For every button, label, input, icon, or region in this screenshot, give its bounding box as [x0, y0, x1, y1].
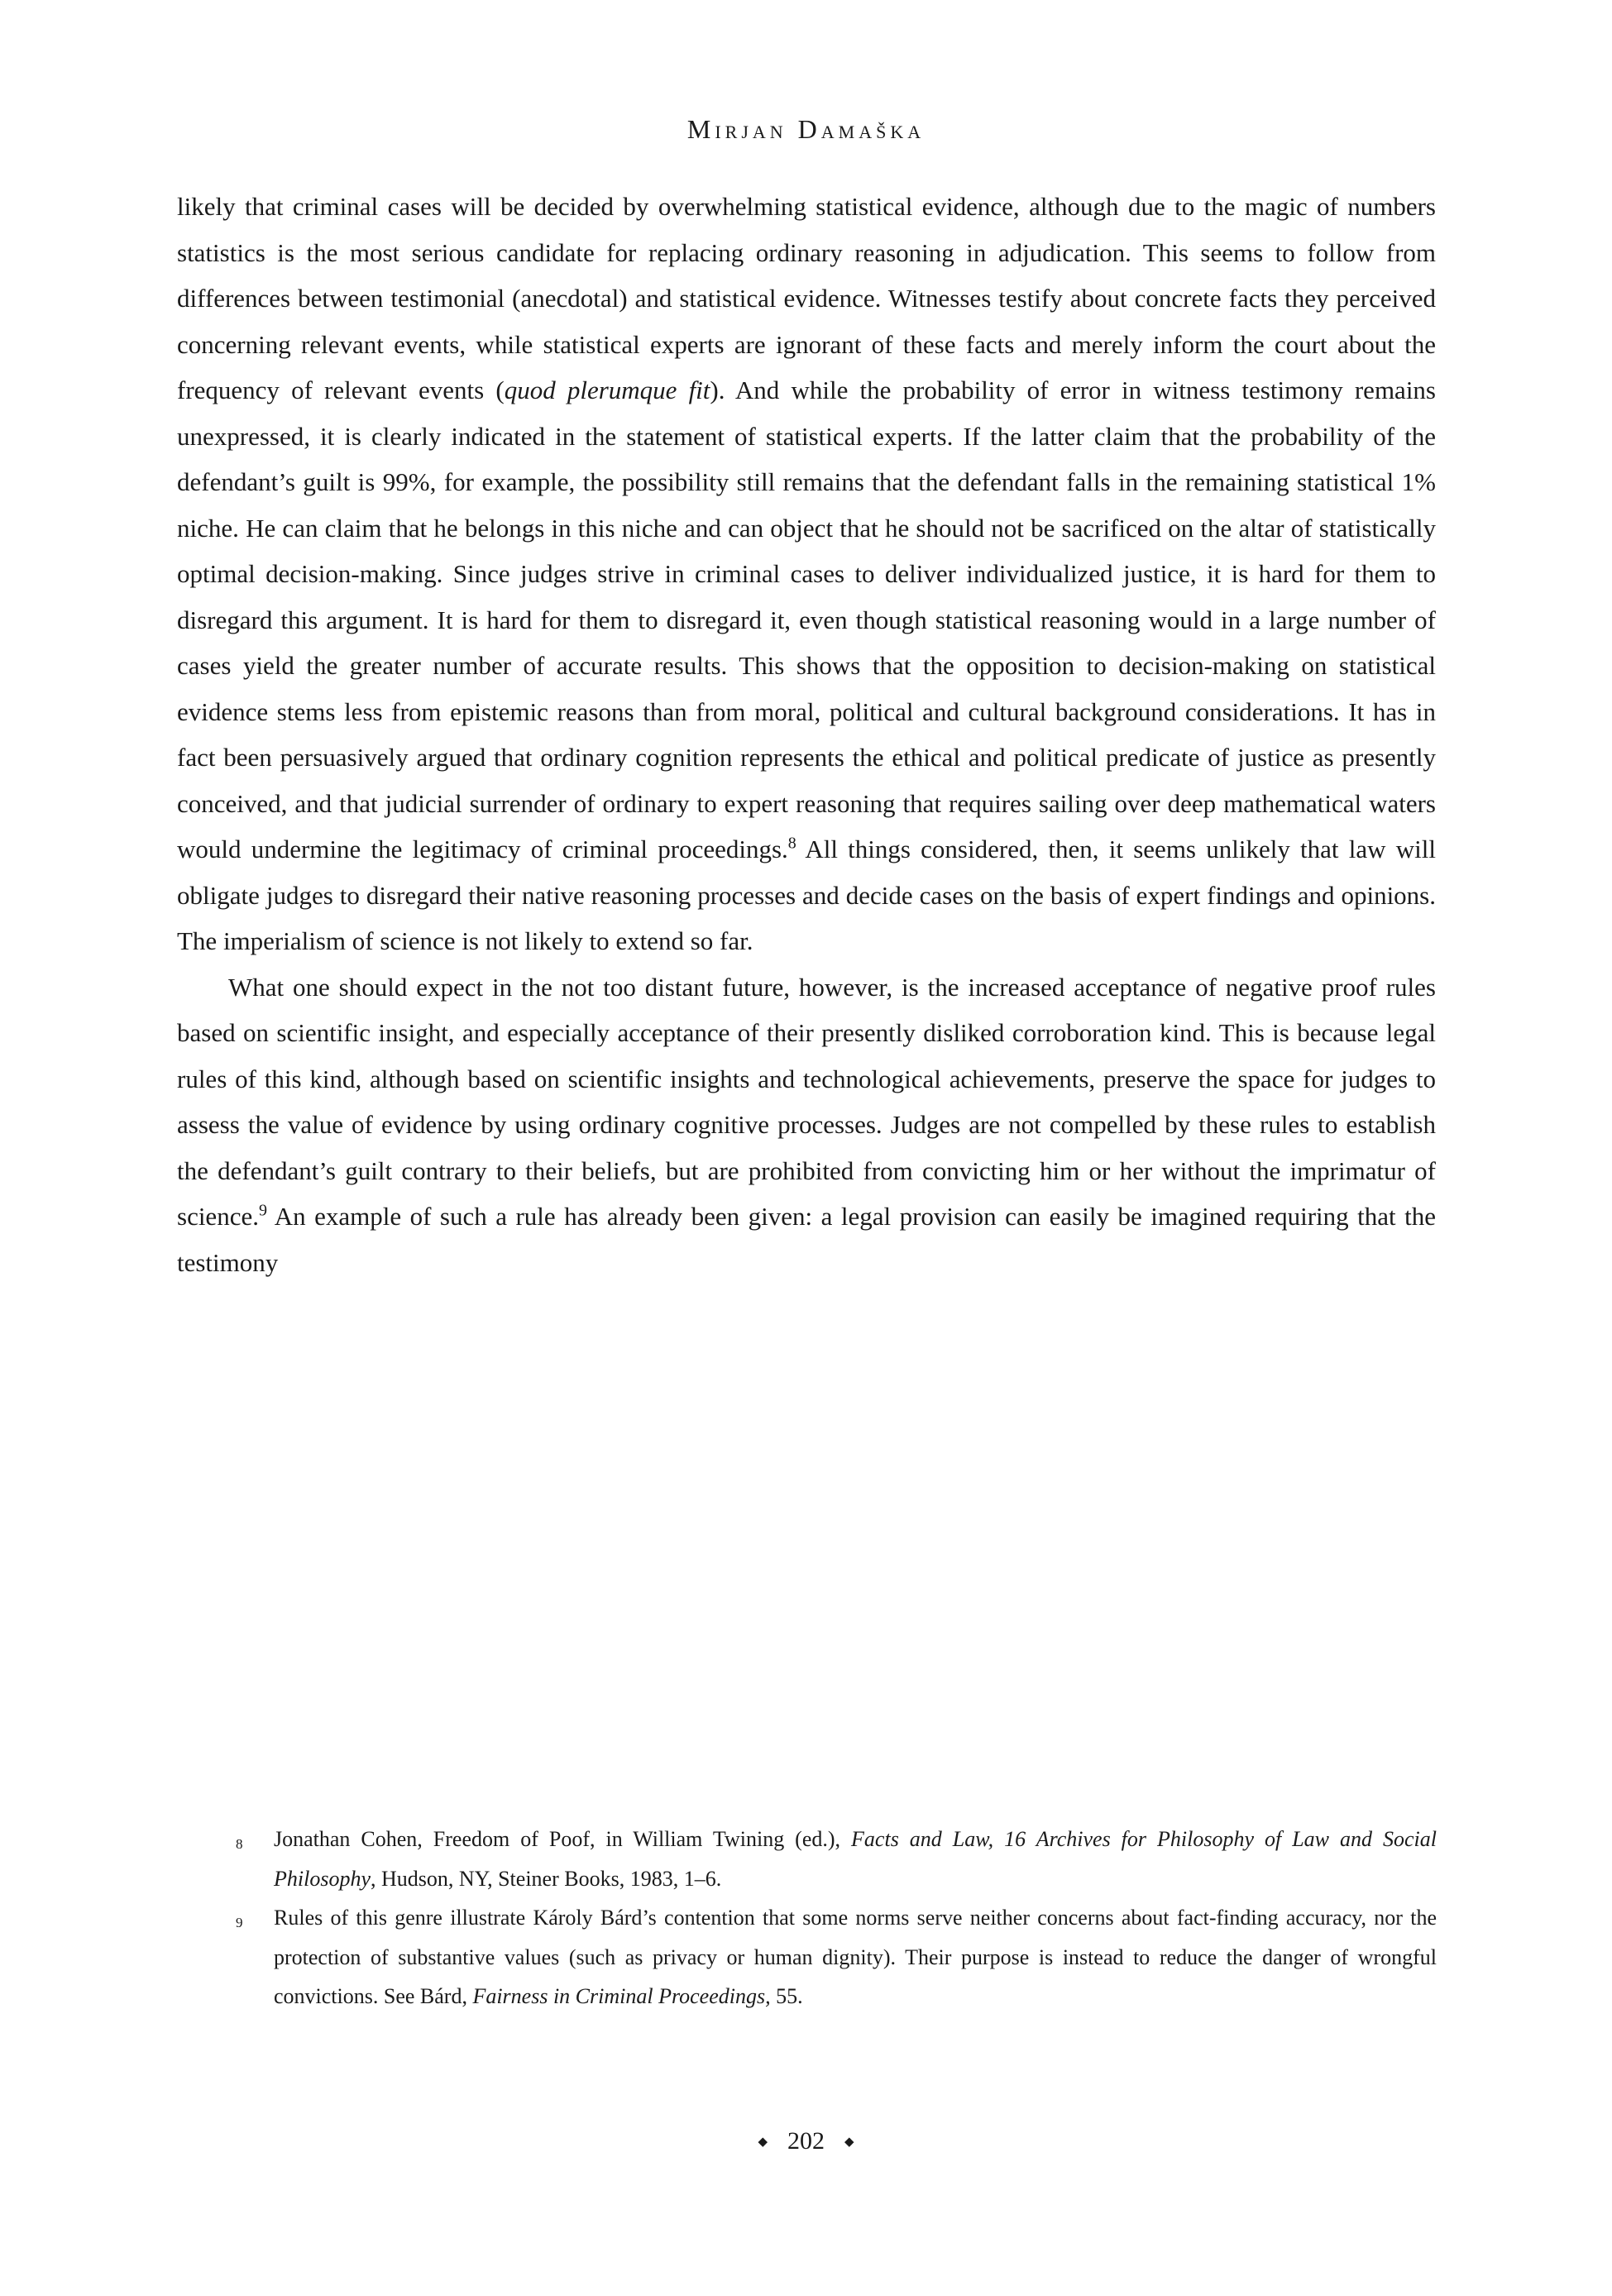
- paragraph-1-text: likely that criminal cases will be decided by overwhelming statistical evidence, although due to the magic of numbers statistics is the most serious candidate for replacing ordinary reasoning in adjudication. This seems to follow from differences between testimonial (anecdotal) and statistical evidence. Witnesses testify about concrete facts they perceived concerning relevant events, while statistical experts are ignorant of these facts and merely inform the court about the frequency of relevant events (: [177, 192, 1436, 404]
- footnote-ref-9: 9: [258, 1201, 267, 1220]
- footnote-8-text: [274, 1820, 1437, 1898]
- footnote-9-text: [274, 1898, 1437, 2016]
- footnote-8-book-title: Facts and Law, 16 Archives for Philosophy of Law and Social Philosophy: [274, 1827, 1437, 1891]
- footnote-8: [236, 1820, 1437, 1898]
- footer-ornament-left-icon: ◆: [758, 2136, 768, 2149]
- footnote-9: [236, 1898, 1437, 2016]
- paragraph-2-text: An example of such a rule has already been given: a legal provision can easily be imagined requiring that the testimony: [177, 1202, 1436, 1277]
- footnote-8-publisher: , Hudson, NY, Steiner Books, 1983, 1–6.: [371, 1866, 722, 1891]
- footnote-9-commentary: Rules of this genre illustrate Károly Bárd’s contention that some norms serve neither concerns about fact-finding accuracy, nor the protection of substantive values (such as privacy or human dignity). Their purpose is instead to reduce the danger of wrongful convictions. See Bárd,: [274, 1906, 1437, 2008]
- latin-phrase: quod plerumque fit: [504, 375, 710, 404]
- footnote-9-page-ref: 55.: [770, 1984, 803, 2008]
- running-head-author: Mirjan Damaška: [686, 114, 926, 144]
- footnotes-section: [236, 1820, 1437, 2016]
- paragraph-1: [177, 184, 1436, 964]
- footnote-8-marker: 8: [236, 1836, 243, 1852]
- footer-ornament-right-icon: ◆: [844, 2136, 854, 2149]
- paragraph-2-text: What one should expect in the not too distant future, however, is the increased acceptance of negative proof rules based on scientific insight, and especially acceptance of their presently disliked corroboration kind. This is because legal rules of this kind, although based on scientific insights and technological achievements, preserve the space for judges to assess the value of evidence by using ordinary cognitive processes. Judges are not compelled by these rules to establish the defendant’s guilt contrary to their beliefs, but are prohibited from convicting him or her without the imprimatur of science.: [177, 972, 1436, 1231]
- footnote-9-book-title: Fairness in Criminal Proceedings,: [472, 1984, 771, 2008]
- paragraph-1-text: All things considered, then, it seems unlikely that law will obligate judges to disregard their native reasoning processes and decide cases on the basis of expert findings and opinions. The imperialism of science is not likely to extend so far.: [177, 835, 1436, 955]
- paragraph-1-text: ). And while the probability of error in witness testimony remains unexpressed, it is clearly indicated in the statement of statistical experts. If the latter claim that the probability of the defendant’s guilt is 99%, for example, the possibility still remains that the defendant falls in the remaining statistical 1% niche. He can claim that he belongs in this niche and can object that he should not be sacrificed on the altar of statistically optimal decision-making. Since judges strive in criminal cases to deliver individualized justice, it is hard for them to disregard this argument. It is hard for them to disregard it, even though statistical reasoning would in a large number of cases yield the greater number of accurate results. This shows that the opposition to decision-making on statistical evidence stems less from epistemic reasons than from moral, political and cultural background considerations. It has in fact been persuasively argued that ordinary cognition represents the ethical and political predicate of justice as presently conceived, and that judicial surrender of ordinary to expert reasoning that requires sailing over deep mathematical waters would undermine the legitimacy of criminal proceedings.: [177, 375, 1436, 863]
- page-number: 202: [787, 2127, 825, 2155]
- footnote-ref-8: 8: [787, 834, 796, 853]
- footnote-8-citation: Jonathan Cohen, Freedom of Poof, in William Twining (ed.),: [274, 1827, 852, 1851]
- footnote-9-marker: 9: [236, 1915, 243, 1930]
- body-text: [177, 184, 1436, 1285]
- page-footer: [0, 2127, 1612, 2155]
- paragraph-2: [177, 964, 1436, 1286]
